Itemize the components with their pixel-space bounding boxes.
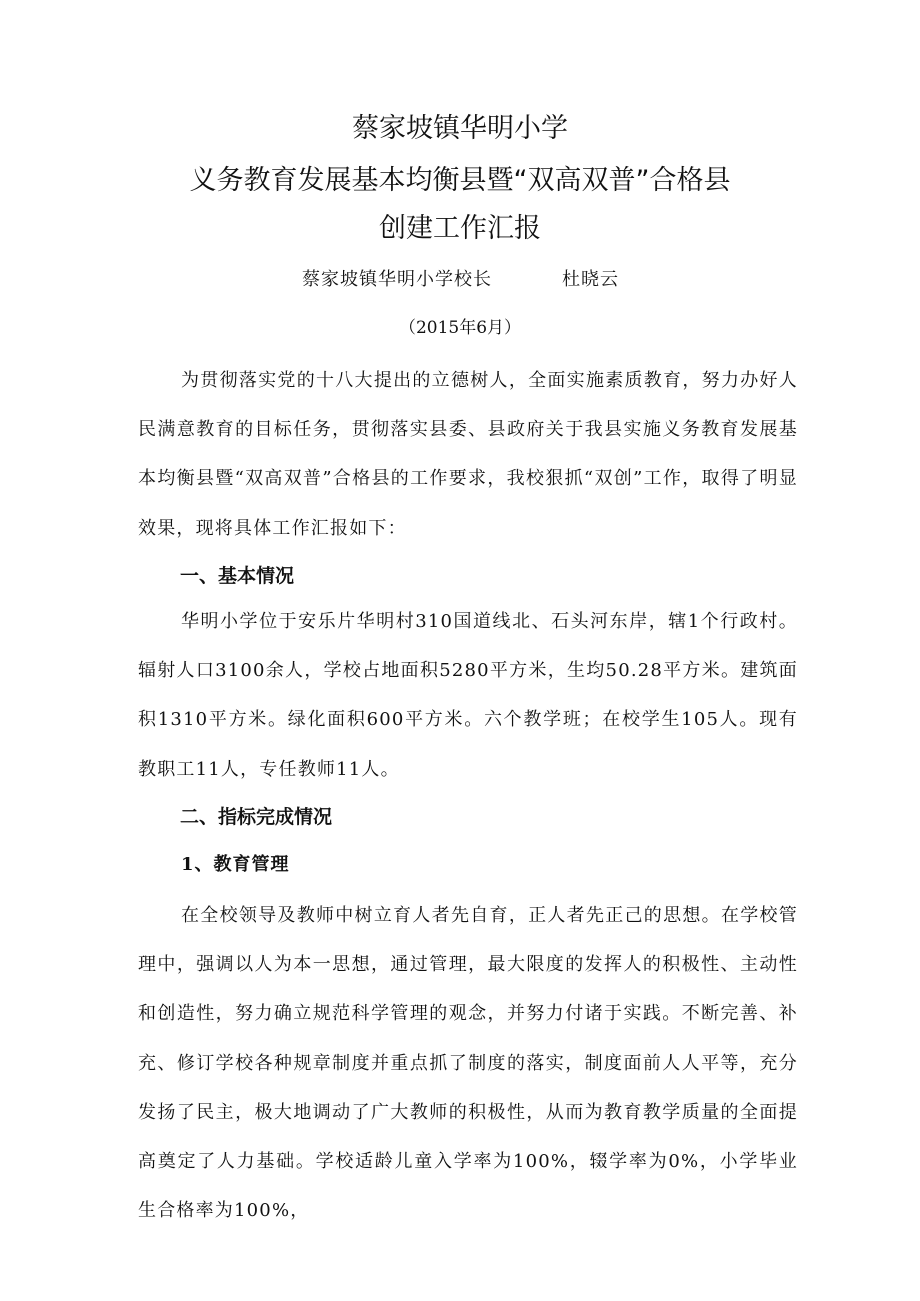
title-sub: 创建工作汇报 (379, 213, 541, 244)
author-line (0, 266, 920, 294)
report-date: （2015年6月） (398, 318, 522, 338)
basic-info-paragraph: 华明小学位于安乐片华明村310国道线北、石头河东岸，辖1个行政村。辐射人口3100余人，学校占地面积5280平方米，生均50.28平方米。建筑面积1310平方米。绿化面积600平方米。六个教学班；在校学生105人。现有教职工11人，专任教师11人。 (138, 611, 798, 780)
author-name: 杜晓云 (562, 269, 619, 290)
section-heading-basic-info: 一、基本情况 (180, 565, 295, 587)
title-main: 义务教育发展基本均衡县暨“双高双普”合格县 (189, 165, 731, 196)
subheading-education-management: 1、教育管理 (181, 854, 290, 875)
intro-paragraph: 为贯彻落实党的十八大提出的立德树人，全面实施素质教育，努力办好人民满意教育的目标任务，贯彻落实县委、县政府关于我县实施义务教育发展基本均衡县暨“双高双普”合格县的工作要求，我校狠抓“双创”工作，取得了明显效果，现将具体工作汇报如下： (138, 370, 798, 539)
title-school: 蔡家坡镇华明小学 (352, 113, 568, 144)
education-management-paragraph: 在全校领导及教师中树立育人者先自育，正人者先正己的思想。在学校管理中，强调以人为本一思想，通过管理，最大限度的发挥人的积极性、主动性和创造性，努力确立规范科学管理的观念，并努力付诸于实践。不断完善、补充、修订学校各种规章制度并重点抓了制度的落实，制度面前人人平等，充分发扬了民主，极大地调动了广大教师的积极性，从而为教育教学质量的全面提高奠定了人力基础。学校适龄儿童入学率为100%，辍学率为0%，小学毕业生合格率为100%， (138, 905, 798, 1222)
author-role: 蔡家坡镇华明小学校长 (302, 269, 492, 290)
section-heading-indicators: 二、指标完成情况 (180, 806, 333, 828)
